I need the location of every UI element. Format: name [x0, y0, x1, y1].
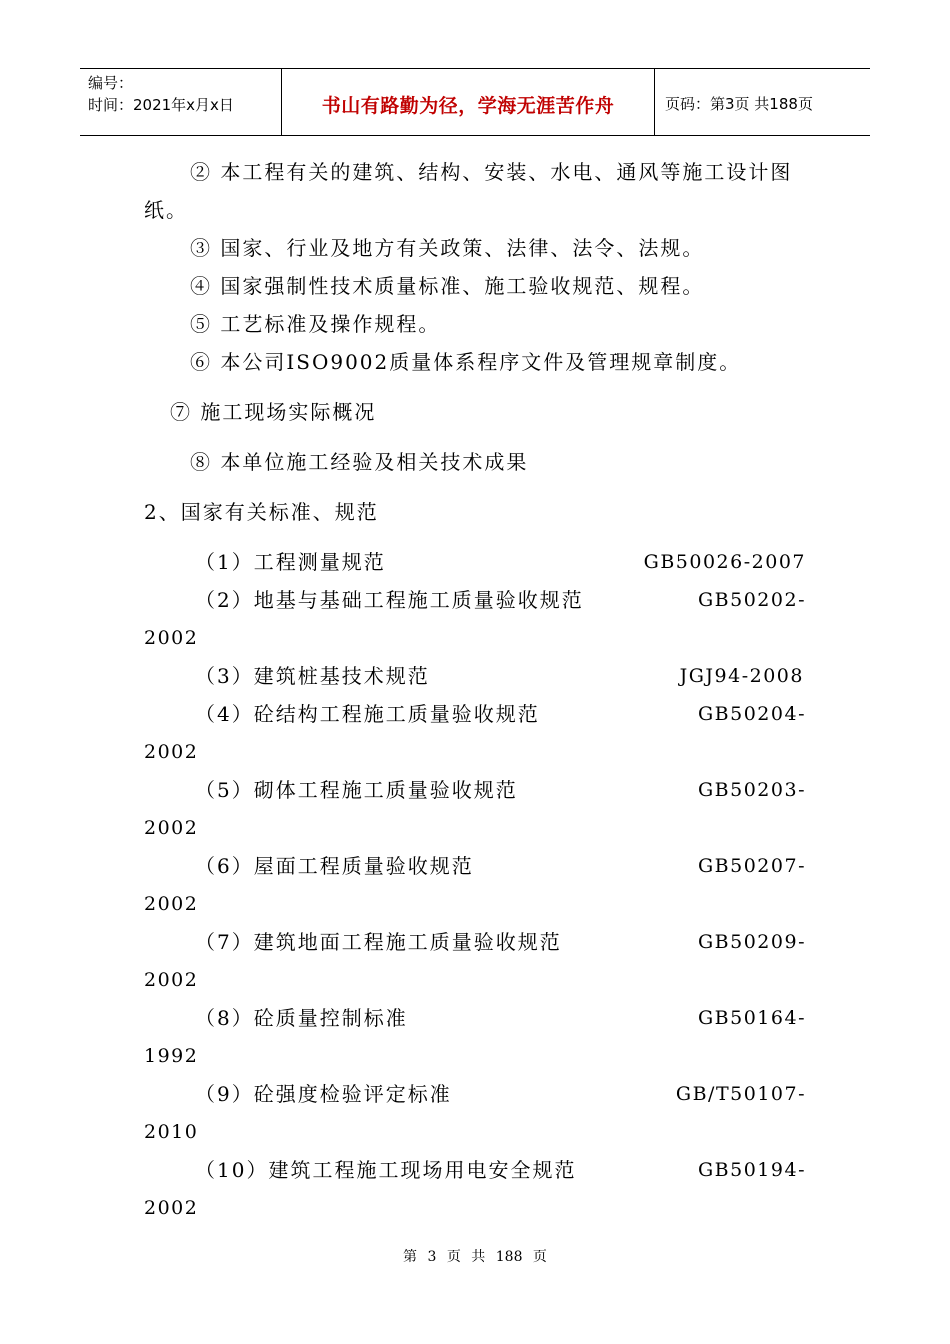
- list-item: ⑦ 施工现场实际概况: [170, 400, 377, 424]
- standard-code-continuation: 2010: [144, 1121, 199, 1143]
- standard-code: JGJ94-2008: [679, 665, 804, 687]
- list-item: ⑧ 本单位施工经验及相关技术成果: [190, 450, 529, 474]
- standard-code-continuation: 2002: [144, 627, 199, 649]
- header-motto: 书山有路勤为径，学海无涯苦作舟: [321, 95, 615, 117]
- standard-code: GB50209-: [697, 931, 806, 953]
- standard-name: （10）建筑工程施工现场用电安全规范: [195, 1158, 577, 1182]
- section-title: 2、国家有关标准、规范: [144, 500, 379, 524]
- header-divider: [654, 69, 655, 135]
- standard-name: （8）砼质量控制标准: [195, 1006, 408, 1030]
- standard-name: （6）屋面工程质量验收规范: [195, 854, 474, 878]
- header-meta: [88, 72, 234, 116]
- header-number-label: 编号：: [88, 74, 134, 92]
- page-header: [80, 68, 870, 136]
- list-item: ④ 国家强制性技术质量标准、施工验收规范、规程。: [190, 274, 705, 298]
- standard-name: （2）地基与基础工程施工质量验收规范: [195, 588, 584, 612]
- standard-code: GB50207-: [697, 855, 806, 877]
- standard-code-continuation: 2002: [144, 741, 199, 763]
- standard-name: （1）工程测量规范: [195, 550, 386, 574]
- standard-code: GB/T50107-: [675, 1083, 806, 1105]
- list-item: ② 本工程有关的建筑、结构、安装、水电、通风等施工设计图: [190, 160, 793, 184]
- standard-code-continuation: 2002: [144, 1197, 199, 1219]
- page-footer: 第 3 页 共 188 页: [403, 1249, 547, 1265]
- list-item-continuation: 纸。: [144, 198, 188, 222]
- standard-code-continuation: 2002: [144, 893, 199, 915]
- standard-name: （4）砼结构工程施工质量验收规范: [195, 702, 540, 726]
- standard-code-continuation: 2002: [144, 969, 199, 991]
- standard-name: （3）建筑桩基技术规范: [195, 664, 430, 688]
- standard-code: GB50202-: [697, 589, 806, 611]
- standard-code: GB50194-: [697, 1159, 806, 1181]
- header-time-label: 时间：2021年x月x日: [88, 96, 234, 114]
- standard-code: GB50164-: [697, 1007, 806, 1029]
- standard-name: （9）砼强度检验评定标准: [195, 1082, 452, 1106]
- standard-code-continuation: 1992: [144, 1045, 199, 1067]
- standard-name: （5）砌体工程施工质量验收规范: [195, 778, 518, 802]
- standard-name: （7）建筑地面工程施工质量验收规范: [195, 930, 562, 954]
- standard-code: GB50203-: [697, 779, 806, 801]
- list-item: ③ 国家、行业及地方有关政策、法律、法令、法规。: [190, 236, 705, 260]
- header-page-info: 页码：第3页 共188页: [665, 95, 813, 113]
- standard-code: GB50204-: [697, 703, 806, 725]
- list-item: ⑥ 本公司ISO9002质量体系程序文件及管理规章制度。: [190, 350, 742, 374]
- standard-code-continuation: 2002: [144, 817, 199, 839]
- list-item: ⑤ 工艺标准及操作规程。: [190, 312, 441, 336]
- standard-code: GB50026-2007: [643, 551, 806, 573]
